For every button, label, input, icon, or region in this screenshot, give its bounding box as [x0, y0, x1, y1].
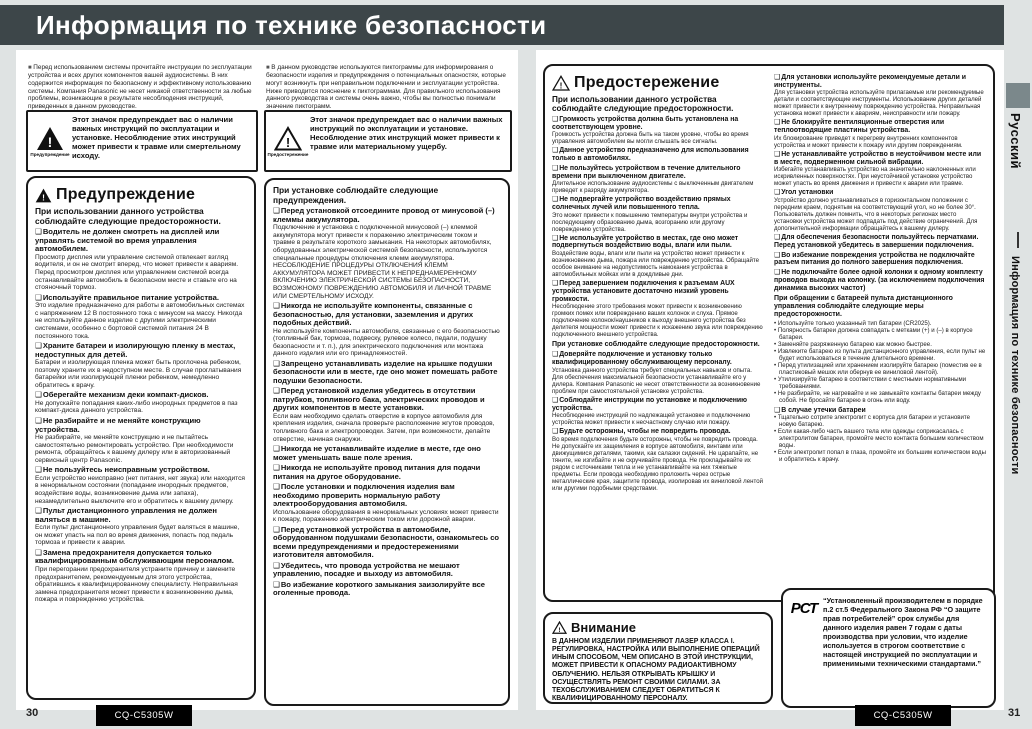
caution-use-item-head: ❑ Перед завершением подключения к разъемам AUX устройства установите достаточно низкий уровень громкости. — [552, 280, 764, 303]
sidebar-divider — [1017, 232, 1019, 248]
caution-col2-item — [774, 252, 986, 267]
caution-col2-item — [774, 151, 986, 187]
warning-triangle-filled-icon — [36, 126, 64, 151]
manual-page-left — [16, 50, 518, 710]
install-warning-item-head: ❑ После установки и подключения изделия вам необходимо проверить нормальную работу электрооборудования автомобиля. — [273, 483, 501, 509]
install-warning-item — [273, 562, 501, 579]
caution-install-item-body: Установка данного устройства требует специальных навыков и опыта. Для обеспечения максимальной безопасности устанавливайте его у дилера. Компания Panasonic не несет ответственности за возникновение проблем при самостоятельной установке устройства. — [552, 366, 761, 395]
warning-item — [35, 391, 247, 415]
install-warning-item — [273, 445, 501, 462]
warning-item-head: ❑ Замена предохранителя допускается только квалифицированным обслуживающим персоналом. — [35, 549, 247, 566]
warning-item-body: Не разбирайте, не меняйте конструкцию и не пытайтесь самостоятельно ремонтировать устройство. При необходимости ремонта, обращайтесь к вашему дилеру или в авторизованный сервисный центр Panasonic. — [35, 434, 234, 464]
caution-triangle-outline-icon — [552, 621, 567, 634]
caution-use-item-body: Громкость устройства должна быть на таком уровне, чтобы во время управления автомобилем вы могли слышать все сигналы. — [552, 131, 749, 146]
caution-use-item — [552, 196, 764, 232]
caution-col2-item-head: ❑ Во избежание повреждения устройства не подключайте разъем питания до полного завершения подключения. — [774, 252, 986, 267]
install-warning-item — [273, 387, 501, 443]
warning-item-head: ❑ Не разбирайте и не меняйте конструкцию устройства. — [35, 417, 247, 434]
battery-leak-bullet: • Тщательно сотрите электролит с корпуса для батареи и установите новую батарею. — [774, 414, 986, 428]
warning-item-body: Если устройство неисправно (нет питания, нет звука) или находится в ненормальном состоянии (попадание инородных предметов, воздействие воды, возникновение дыма или запаха), незамедлительно выключите его и обратитесь к вашему дилеру. — [35, 474, 245, 505]
caution-use-item-head: ❑ Не пользуйтесь устройством в течение длительного времени при выключенном двигателе. — [552, 165, 764, 180]
warning-section-title: Предупреждение — [56, 186, 196, 203]
caution-col2-item-head: ❑ Для обеспечения безопасности пользуйтесь перчатками. Перед установкой убедитесь в завершении подключения. — [774, 234, 986, 249]
pictogram-warning-label: Предупреждение — [30, 151, 70, 157]
pictogram-caution-icon-cell — [266, 112, 310, 170]
caution-use-item-body: Воздействие воды, влаги или пыли на устройство может привести к возникновению дыма, пожара или повреждению устройства. Обращайте особое внимание на недопустимость намокания устройства в автомобильных мойках или в дождливые дни. — [552, 250, 759, 279]
caution-install-item-head: ❑ Соблюдайте инструкции по установке и подключению устройства. — [552, 397, 764, 412]
battery-leak-bullet: • Если электролит попал в глаза, промойте их большим количеством воды и обратитесь к врачу. — [774, 449, 986, 463]
caution-install-item — [552, 397, 764, 426]
caution-col2-item — [774, 119, 986, 148]
warning-item — [35, 228, 247, 291]
battery-bullet: • Не разбирайте, не нагревайте и не замыкайте контакты батареи между собой. Не бросайте батарею в огонь или воду. — [774, 390, 986, 404]
caution-col2-item-head: ❑ Угол установки — [774, 189, 986, 197]
sidebar-section-label: Информация по технике безопасности — [1009, 256, 1021, 475]
warning-section-box — [26, 176, 256, 700]
warning-triangle-filled-icon — [35, 188, 52, 203]
warning-item-head: ❑ Не пользуйтесь неисправным устройством. — [35, 466, 247, 475]
caution-col2-item-body: Избегайте устанавливать устройство на значительно наклоненных или искривленных поверхностях. При неустойчивой установке устройство может упасть во время движения и привести к аварии или травме. — [774, 166, 976, 188]
caution-use-item-head: ❑ Данное устройство предназначено для использования только в автомобилях. — [552, 147, 764, 162]
caution-install-item-body: Во время подключения будьте осторожны, чтобы не повредить провода. Не допускайте их защемления в корпусе автомобиля, винтами или движущимися деталями, такими, как салазки сидений. Не царапайте, не тяните, не изгибайте и не скручивайте провода. Не прокладывайте их рядом с источниками тепла и не устанавливайте на них тяжелые предметы. Если провода необходимо проложить через острые металлические края, защитите провода, изолировав их виниловой лентой или другими подобными средствами. — [552, 436, 763, 493]
caution-triangle-outline-icon — [274, 126, 302, 151]
install-warning-item — [273, 360, 501, 386]
caution-col2-items-list — [774, 74, 986, 292]
pictogram-caution-text: Этот значок предупреждает вас о наличии важных инструкций по эксплуатации и установке. Несоблюдение этих инструкций может привести к травме или материальному ущербу. — [310, 115, 503, 151]
install-warning-item-head: ❑ Перед установкой отсоедините провод от минусовой (–) клеммы аккумулятора. — [273, 207, 501, 224]
service-life-box — [781, 588, 996, 708]
warning-item — [35, 466, 247, 505]
battery-bullet: • Извлеките батарею из пульта дистанционного управления, если пульт не будет использоваться в течение длительного времени. — [774, 348, 986, 362]
page-title: Информация по технике безопасности — [36, 10, 547, 40]
caution-section-title: Предостережение — [574, 74, 720, 91]
caution-col2-item-body: Их блокирование приведет к перегреву внутренних компонентов устройства и может привести к пожару или другим повреждениям. — [774, 134, 963, 149]
caution-col2-item-body: Устройство должно устанавливаться в горизонтальном положении с передним краем, поднятым на соответствующий угол, но не более 30°. Пользователь должен помнить, что в некоторых регионах место установки устройства может подпадать под действие ограничений. Для дополнительной информации обращайтесь к вашему дилеру. — [774, 197, 978, 233]
page-header-bar — [0, 5, 1004, 45]
install-warning-item-body: Подключение и установка с подключенной минусовой (–) клеммой аккумулятора могут привести к поражению электрическим током и травме в результате короткого замыкания. На некоторых автомобилях, оборудованных электрической системой безопасности, используются специальные процедуры отключения клемм аккумулятора. НЕСОБЛЮДЕНИЕ ПРОЦЕДУРЫ ОТКЛЮЧЕНИЯ КЛЕММ АККУМУЛЯТОРА МОЖЕТ ПРИВЕСТИ К НЕПРЕДНАМЕРЕННОМУ ВКЛЮЧЕНИЮ ЭЛЕКТРИЧЕСКОЙ СИСТЕМЫ БЕЗОПАСНОСТИ, ВОЗМОЖНОМУ ПОВРЕЖДЕНИЮ АВТОМОБИЛЯ И ЛИЧНОЙ ТРАВМЕ ИЛИ СМЕРТЕЛЬНОМУ ИСХОДУ. — [273, 224, 492, 300]
attention-header — [552, 620, 764, 635]
caution-use-item-body: Несоблюдение этого требования может привести к возникновению громких помех или повреждению ваших колонок и слуха. Прямое подключение колонок/наушников к выходу внешнего устройства без делителя мощности может привести к искажению звука или повреждению подключенного внешнего устройства. — [552, 303, 763, 339]
sidebar-language-label: Русский — [1008, 113, 1023, 170]
install-warning-item — [273, 526, 501, 560]
caution-use-item-head: ❑ Не используйте устройство в местах, где оно может подвергнуться воздействию воды, влаги или пыли. — [552, 235, 764, 250]
warning-section-lead: При использовании данного устройства соблюдайте следующие предосторожности. — [35, 206, 221, 226]
warning-item-head: ❑ Используйте правильное питание устройства. — [35, 294, 247, 303]
caution-use-item-head: ❑ Громкость устройства должна быть установлена на соответствующем уровне. — [552, 116, 764, 131]
install-warning-items-list — [273, 207, 501, 598]
laser-attention-text: В ДАННОМ ИЗДЕЛИИ ПРИМЕНЯЮТ ЛАЗЕР КЛАССА I. РЕГУЛИРОВКА, НАСТРОЙКА ИЛИ ВЫПОЛНЕНИЕ ОПЕРАЦИЙ ИНЫМ СПОСОБОМ, ЧЕМ ОПИСАНО В ЭТОЙ ИНСТРУКЦИИ, МОЖЕТ ПРИВЕСТИ К ОПАСНОМУ РАДИОАКТИВНОМУ ОБЛУЧЕНИЮ. НЕЛЬЗЯ ОТКРЫВАТЬ КРЫШКУ И ОСУЩЕСТВЛЯТЬ РЕМОНТ СВОИМИ СИЛАМИ. ЗА ТЕХОБСЛУЖИВАНИЕМ СЛЕДУЕТ ОБРАТИТЬСЯ К КВАЛИФИЦИРОВАННОМУ ПЕРСОНАЛУ. — [552, 638, 760, 702]
install-warning-item-head: ❑ Никогда не используйте компоненты, связанные с безопасностью, для установки, заземления и других подобных действий. — [273, 302, 501, 328]
attention-title: Внимание — [571, 620, 636, 635]
sidebar-tab — [1006, 83, 1030, 108]
caution-install-item — [552, 351, 764, 394]
svg-text:!: ! — [558, 626, 561, 634]
svg-text:!: ! — [42, 192, 45, 203]
caution-col2-item — [774, 234, 986, 249]
caution-col2-item-body: Для установки устройства используйте прилагаемые или рекомендуемые детали и соответствующие инструменты. Использование других деталей может привести к внутреннему повреждению устройства. Неправильная установка может привести к авариям, неисправности или пожару. — [774, 89, 984, 118]
warning-item-body: Не допускайте попадания каких-либо инородных предметов в паз компакт-диска данного устройства. — [35, 399, 238, 415]
install-warning-item-body: Если вам необходимо сделать отверстие в корпусе автомобиля для крепления изделия, сначала проверьте расположение жгутов проводов, топливного бака и электропроводки. Затем, при возможности, делайте отверстие, начиная снаружи. — [273, 412, 495, 443]
caution-install-item-head: ❑ Доверяйте подключение и установку только квалифицированному обслуживающему персоналу. — [552, 351, 764, 366]
pictogram-warning-icon-cell — [28, 112, 72, 170]
pictogram-caution-box — [264, 110, 512, 172]
caution-column-2 — [774, 72, 986, 594]
caution-use-item — [552, 116, 764, 145]
caution-col2-item — [774, 189, 986, 232]
warning-item-body: Просмотр дисплея или управление системой отвлекает взгляд водителя, и он не смотрит вперед, что может привести к авариям. Перед просмотром дисплея или управлением системой всегда останавливайте автомобиль в безопасном месте и ставьте его на стояночный тормоз. — [35, 253, 239, 292]
caution-use-item — [552, 280, 764, 338]
warning-item — [35, 507, 247, 547]
install-warning-item-head: ❑ Убедитесь, что провода устройства не мешают управлению, посадке и выходу из автомобиля. — [273, 562, 501, 579]
install-warning-item-head: ❑ Перед установкой устройства в автомобиле, оборудованном подушками безопасности, ознакомьтесь со всеми предупреждениями и предостережениями изготовителя автомобиля. — [273, 526, 501, 560]
page-number-right: 31 — [1008, 707, 1021, 719]
battery-bullet: • Используйте только указанный тип батареи (CR2025). — [774, 320, 986, 327]
service-life-text: “Установленный производителем в порядке п.2 ст.5 Федерального Закона РФ “О защите прав потребителей” срок службы для данного изделия равен 7 годам с даты производства при условии, что изделие используется в строгом соответствие с настоящей инструкцией по эксплуатации и применимыми техническими стандартами.” — [823, 596, 983, 668]
caution-use-lead: При использовании данного устройства соблюдайте следующие предосторожности. — [552, 95, 734, 114]
model-badge-right: CQ-C5305W — [855, 705, 951, 726]
caution-col2-item-head: ❑ Для установки используйте рекомендуемые детали и инструменты. — [774, 74, 986, 89]
install-warning-item-body: Использование оборудования в ненормальных условиях может привести к пожару, поражению электрическим током или дорожной аварии. — [273, 508, 499, 524]
install-warning-item — [273, 302, 501, 358]
warning-items-list — [35, 228, 247, 604]
warning-item-body: Если пульт дистанционного управления будет валяться в машине, он может упасть на пол во время движения, попасть под педаль тормоза и привести к аварии. — [35, 524, 240, 547]
caution-section-box — [543, 64, 995, 602]
install-warning-item-head: ❑ Никогда не устанавливайте изделие в месте, где оно может уменьшать ваше поле зрения. — [273, 445, 501, 462]
battery-bullet: • Перед утилизацией или хранением изолируйте батарею (поместив ее в пластиковый мешок или обернув ее виниловой лентой). — [774, 362, 986, 376]
caution-use-item — [552, 235, 764, 278]
caution-install-item — [552, 428, 764, 492]
install-warning-item-head: ❑ Запрещено устанавливать изделие на крышке подушки безопасности или в месте, где оно может помешать работе подушки безопасности. — [273, 360, 501, 386]
svg-text:!: ! — [47, 133, 53, 150]
laser-attention-box — [543, 612, 773, 704]
install-warning-item — [273, 464, 501, 481]
caution-col2-item — [774, 269, 986, 292]
warning-item — [35, 549, 247, 604]
warning-item-body: Это изделие предназначено для работы в автомобильных системах с напряжением 12 В постоянного тока с минусом на массу. Никогда не используйте данное изделие с другими электрическими системами, особенно с бортовой системой питания 24 В постоянного тока. — [35, 302, 245, 340]
pictogram-caution-label: Предостережение — [267, 151, 309, 157]
install-warning-item — [273, 581, 501, 598]
warning-item — [35, 342, 247, 389]
battery-bullet: • Полярность батареи должна совпадать с метками (+) и (–) в корпусе батареи. — [774, 327, 986, 341]
warning-item-head: ❑ Водитель не должен смотреть на дисплей или управлять системой во время управления автомобилем. — [35, 228, 247, 254]
warning-item-head: ❑ Храните батареи и изолирующую пленку в местах, недоступных для детей. — [35, 342, 247, 359]
caution-col2-item-head: ❑ Не подключайте более одной колонки к одному комплекту проводов выхода на колонку. (за исключением подключения динамика высоких частот) — [774, 269, 986, 292]
caution-column-1 — [552, 72, 764, 594]
warning-item-head: ❑ Оберегайте механизм деки компакт-дисков. — [35, 391, 247, 400]
model-badge-left: CQ-C5305W — [96, 705, 192, 726]
warning-item — [35, 294, 247, 340]
caution-use-item-head: ❑ Не подвергайте устройство воздействию прямых солнечных лучей или повышенного тепла. — [552, 196, 764, 211]
caution-col2-item-head: ❑ Не блокируйте вентиляционные отверстия или теплоотводящие пластины устройства. — [774, 119, 986, 134]
battery-handling-lead: При обращении с батареей пульта дистанционного управления соблюдайте следующие меры предосторожности. — [774, 295, 953, 319]
caution-install-items-list — [552, 351, 764, 492]
install-warning-item-head: ❑ Никогда не используйте провод питания для подачи питания на другое оборудование. — [273, 464, 501, 481]
install-warning-box — [264, 178, 510, 706]
install-warning-item-body: Не используйте компоненты автомобиля, связанные с его безопасностью (топливный бак, тормоза, подвеску, рулевое колесо, педали, подушку безопасности и т. п.), для электрического подключения или монтажа данного изделия или его принадлежностей. — [273, 327, 500, 358]
warning-item-body: При перегорании предохранителя устраните причину и замените предохранителем, рекомендуемым для этого устройства, обратившись к квалифицированному специалисту. Неправильная замена предохранителя может привести к возникновению дыма, пожара и повреждению устройства. — [35, 565, 238, 604]
warning-item-head: ❑ Пульт дистанционного управления не должен валяться в машине. — [35, 507, 247, 524]
caution-col2-item — [774, 74, 986, 117]
install-warning-lead: При установке соблюдайте следующие предупреждения. — [273, 185, 439, 205]
install-warning-item — [273, 207, 501, 300]
caution-triangle-outline-icon — [552, 75, 570, 91]
install-warning-item-head: ❑ Во избежание короткого замыкания заизолируйте все оголенные провода. — [273, 581, 501, 598]
caution-install-item-body: Несоблюдение инструкций по надлежащей установке и подключению устройства может привести к несчастному случаю или пожару. — [552, 412, 751, 427]
install-warning-item — [273, 483, 501, 524]
intro-note-left: ■ Перед использованием системы прочитайте инструкции по эксплуатации устройства и всех других компонентов вашей аудиосистемы. В них содержится информация по безопасному и эффективному использованию системы. Компания Panasonic не несет никакой ответственности за любые проблемы, возникающие в результате несоблюдения инструкций, приведенных в данном руководстве. — [28, 64, 258, 111]
battery-leak-heading: ❑ В случае утечки батареи — [774, 406, 986, 414]
caution-install-lead: При установке соблюдайте следующие предосторожности. — [552, 341, 760, 349]
pictogram-warning-text: Этот значок предупреждает вас о наличии важных инструкций по эксплуатации и установке. Несоблюдение этих инструкций может привести к травме или смертельному исходу. — [72, 115, 241, 160]
page-number-left: 30 — [26, 707, 39, 719]
caution-section-header — [552, 74, 764, 92]
pictogram-warning-box — [26, 110, 258, 172]
warning-item — [35, 417, 247, 464]
battery-bullets-list — [774, 320, 986, 404]
battery-bullet: • Утилизируйте батарею в соответствии с местными нормативными требованиями. — [774, 376, 986, 390]
manual-page-right — [536, 50, 1004, 710]
battery-leak-bullets-list — [774, 414, 986, 463]
svg-text:!: ! — [559, 80, 563, 91]
rst-certification-icon: РСТ — [790, 599, 818, 617]
intro-note-right: ■ В данном руководстве используются пиктограммы для информирования о безопасности изделия и предупреждения о потенциальных опасностях, которые могут возникнуть при неправильном подключении и эксплуатации устройства. Ниже приводится пояснение к пиктограммам. Для правильного использования данного руководства и системы очень важно, чтобы вы полностью понимали значение пиктограмм. — [266, 64, 508, 111]
caution-use-item — [552, 165, 764, 194]
battery-leak-bullet: • Если какая-либо часть вашего тела или одежды соприкасалась с электролитом батареи, промойте место контакта большим количеством воды. — [774, 428, 986, 449]
install-warning-item-head: ❑ Перед установкой изделия убедитесь в отсутствии патрубков, топливного бака, электрических проводов и других компонентов в месте установки. — [273, 387, 501, 413]
caution-col2-item-head: ❑ Не устанавливайте устройство в неустойчивом месте или в месте, подверженном сильной вибрации. — [774, 151, 986, 166]
caution-use-items-list — [552, 116, 764, 339]
warning-item-body: Батареи и изолирующая пленка может быть проглочена ребенком, поэтому храните их в недоступном месте. В случае проглатывания батарейки или изолирующей пленки ребенком, немедленно обратитесь к врачу. — [35, 359, 242, 389]
caution-use-item-body: Длительное использование аудиосистемы с выключенным двигателем приведет к разряду аккумулятора. — [552, 180, 754, 195]
svg-text:!: ! — [285, 134, 291, 150]
warning-section-header — [35, 186, 247, 204]
caution-use-item — [552, 147, 764, 162]
caution-use-item-body: Это может привести к повышению температуры внутри устройства и последующему образованию дыма, возгоранию или другому повреждению устройства. — [552, 211, 748, 233]
caution-install-item-head: ❑ Будьте осторожны, чтобы не повредить провода. — [552, 428, 764, 436]
battery-bullet: • Заменяйте разряженную батарею как можно быстрее. — [774, 341, 986, 348]
